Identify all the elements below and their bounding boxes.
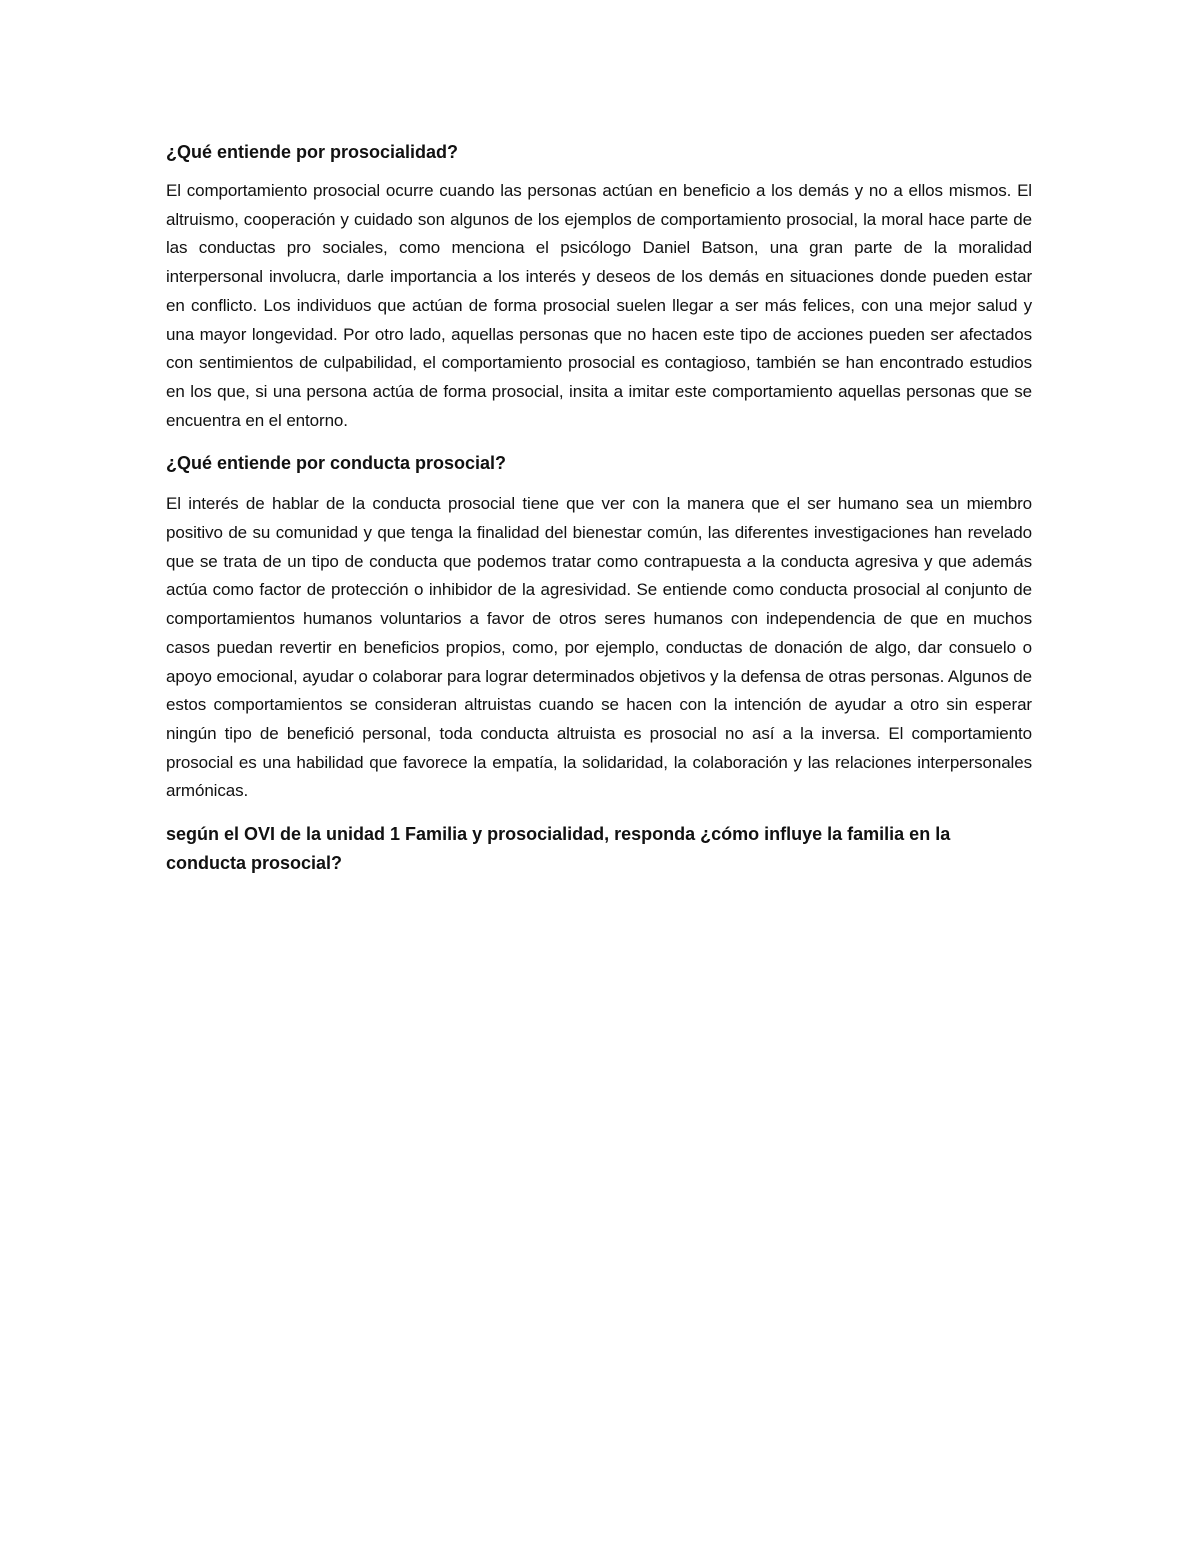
paragraph-conducta-prosocial: El interés de hablar de la conducta prosocial tiene que ver con la manera que el ser humano sea un miembro positivo de su comunidad y que tenga la finalidad del bienestar común, las diferentes investigaciones han revelado que se trata de un tipo de conducta que podemos tratar como contrapuesta a la conducta agresiva y que además actúa como factor de protección o inhibidor de la agresividad. Se entiende como conducta prosocial al conjunto de comportamientos humanos voluntarios a favor de otros seres humanos con independencia de que en muchos casos puedan revertir en beneficios propios, como, por ejemplo, conductas de donación de algo, dar consuelo o apoyo emocional, ayudar o colaborar para lograr determinados objetivos y la defensa de otras personas. Algunos de estos comportamientos se consideran altruistas cuando se hacen con la intención de ayudar a otro sin esperar ningún tipo de benefició personal, toda conducta altruista es prosocial no así a la inversa. El comportamiento prosocial es una habilidad que favorece la empatía, la solidaridad, la colaboración y las relaciones interpersonales armónicas. [166, 494, 1032, 801]
section-heading-familia-question: según el OVI de la unidad 1 Familia y prosocialidad, responda ¿cómo influye la familia en la conducta prosocial? [166, 824, 951, 874]
section-heading-prosocialidad: ¿Qué entiende por prosocialidad? [166, 142, 459, 162]
paragraph-prosocialidad: El comportamiento prosocial ocurre cuando las personas actúan en beneficio a los demás y no a ellos mismos. El altruismo, cooperación y cuidado son algunos de los ejemplos de comportamiento prosocial, la moral hace parte de las conductas pro sociales, como menciona el psicólogo Daniel Batson, una gran parte de la moralidad interpersonal involucra, darle importancia a los interés y deseos de los demás en situaciones donde pueden estar en conflicto. Los individuos que actúan de forma prosocial suelen llegar a ser más felices, con una mejor salud y una mayor longevidad. Por otro lado, aquellas personas que no hacen este tipo de acciones pueden ser afectados con sentimientos de culpabilidad, el comportamiento prosocial es contagioso, también se han encontrado estudios en los que, si una persona actúa de forma prosocial, insita a imitar este comportamiento aquellas personas que se encuentra en el entorno. [166, 181, 1032, 430]
section-heading-conducta-prosocial: ¿Qué entiende por conducta prosocial? [166, 453, 507, 474]
document-body [166, 138, 1032, 878]
